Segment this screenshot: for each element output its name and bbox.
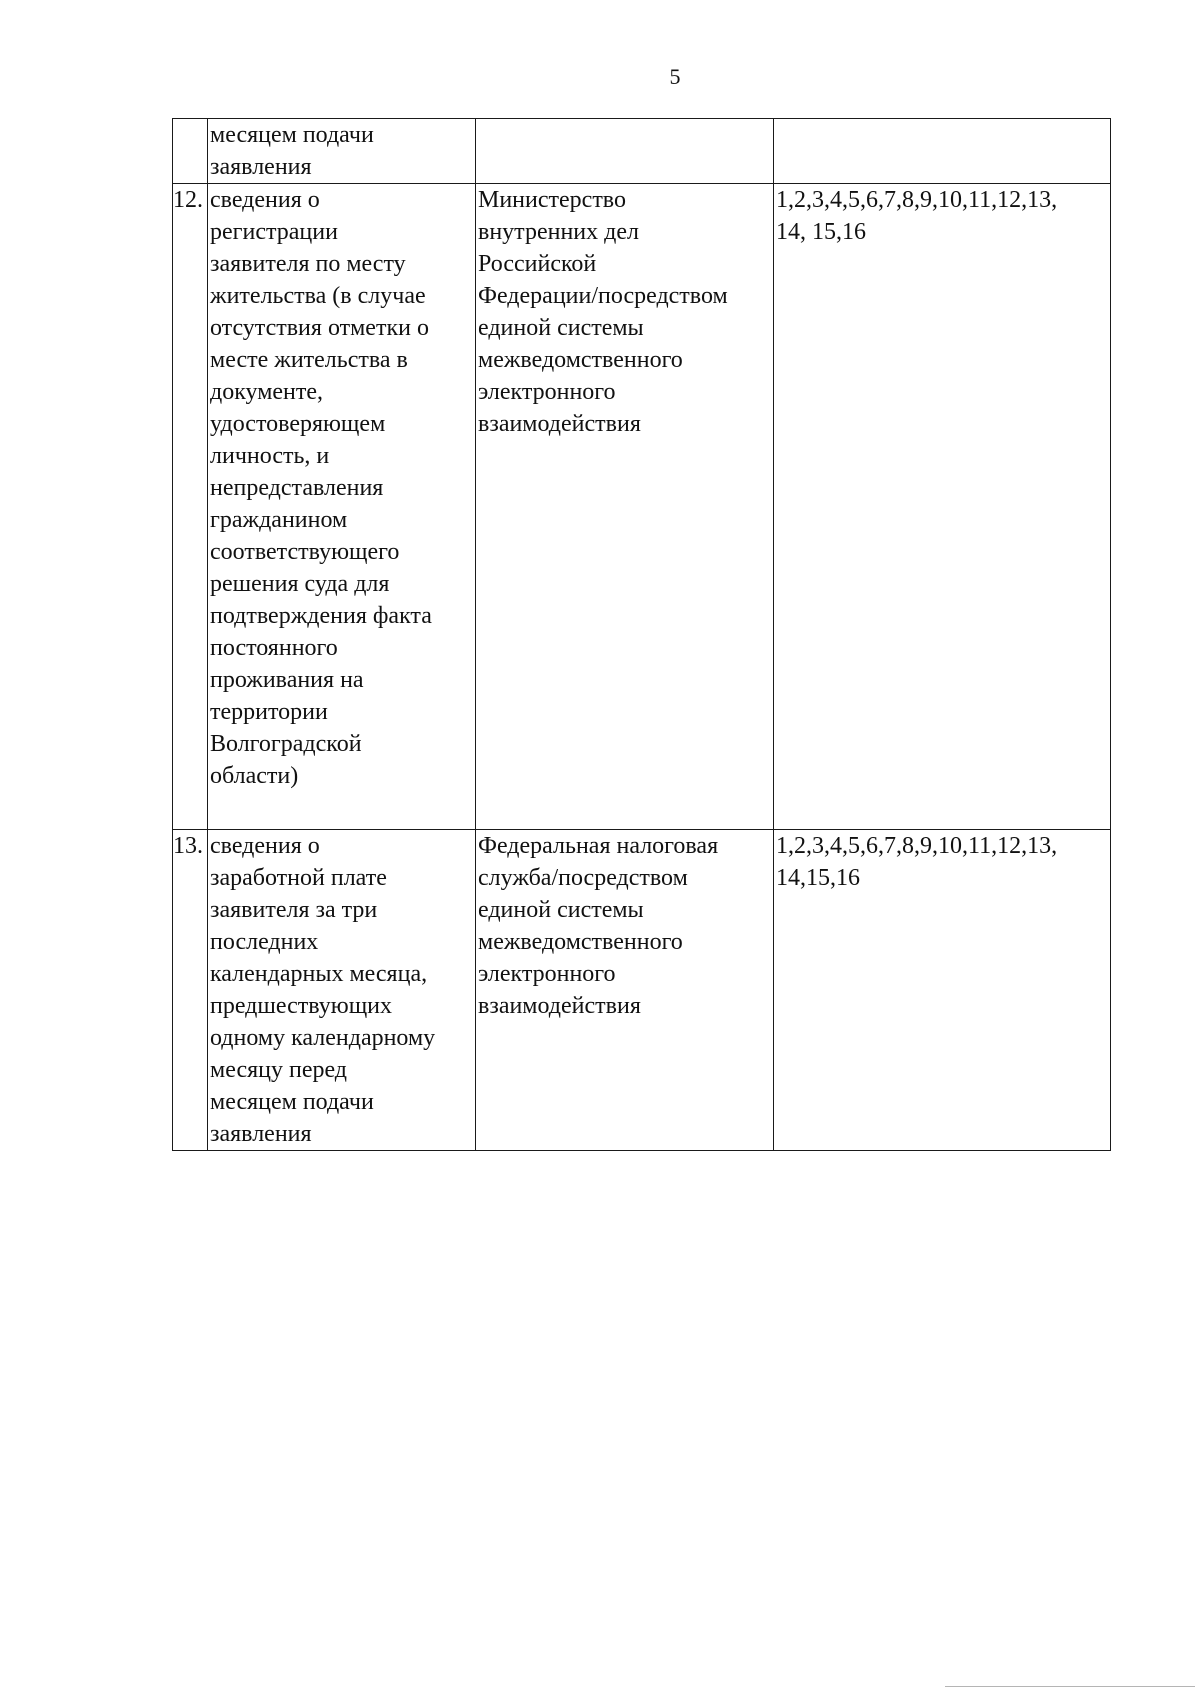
services-table [172,118,1111,1151]
info-cell: сведения о заработной плате заявителя за три последних календарных месяца, предшествующих одному календарному месяцу перед месяцем подачи заявления [208,830,476,1151]
row-number [173,119,208,184]
info-cell: месяцем подачи заявления [208,119,476,184]
organization-cell [476,119,774,184]
scan-edge-line [945,1686,1195,1687]
table-row [173,119,1111,184]
codes-cell: 1,2,3,4,5,6,7,8,9,10,11,12,13, 14, 15,16 [774,184,1111,830]
info-cell: сведения о регистрации заявителя по месту жительства (в случае отсутствия отметки о месте жительства в документе, удостоверяющем личность, и непредставления гражданином соответствующего решения суда для подтверждения факта постоянного проживания на территории Волгоградской области) [208,184,476,830]
organization-cell: Федеральная налоговая служба/посредством единой системы межведомственного электронного взаимодействия [476,830,774,1151]
row-number: 13. [173,830,208,1151]
table-row [173,830,1111,1151]
codes-cell: 1,2,3,4,5,6,7,8,9,10,11,12,13, 14,15,16 [774,830,1111,1151]
row-number: 12. [173,184,208,830]
table-row [173,184,1111,830]
organization-cell: Министерство внутренних дел Российской Федерации/посредством единой системы межведомственного электронного взаимодействия [476,184,774,830]
page-number: 5 [669,64,681,89]
codes-cell [774,119,1111,184]
